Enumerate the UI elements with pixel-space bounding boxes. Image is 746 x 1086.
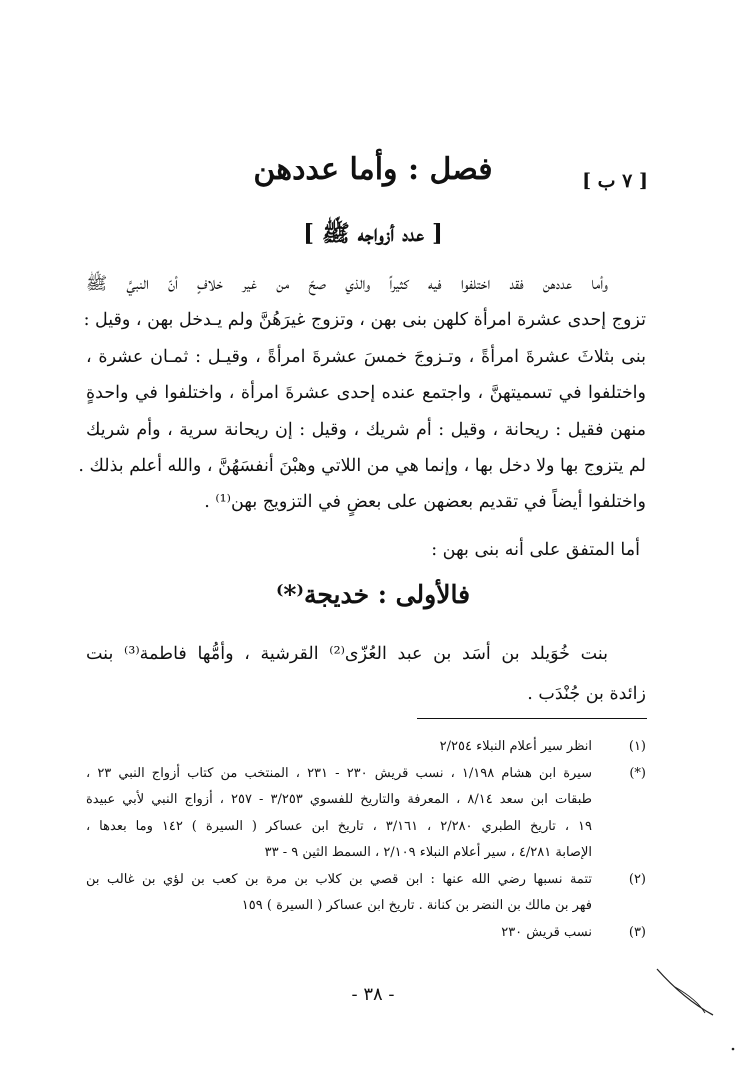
section-title: فصل : وأما عددهن [253,152,493,187]
footnote [86,867,646,920]
footnote [86,761,646,867]
page-number: - ٣٨ - [351,984,395,1005]
footnote-text: الإصابة ٤/٢٨١ ، سير أعلام النبلاء ٢/١٠٩ ، السمط الثين ٩ - ٣٣ [264,845,592,860]
body-line: بنت خُوَيلد بن أسَد بن عبد العُزّى⁽²⁾ القرشية ، وأمُّها فاطمة⁽³⁾ بنت [86,644,609,664]
footnote-number: (*) [629,765,646,781]
khadija-lineage [86,634,646,714]
footnote-number: (٣) [628,924,646,940]
footnote-text: سيرة ابن هشام ١/١٩٨ ، نسب قريش ٢٣٠ - ٢٣١ ، المنتخب من كتاب أزواج النبي ٢٣ ، [86,765,592,781]
body-paragraph [78,266,646,521]
body-line: لم يتزوج بها ولا دخل بها ، وإنما هي من اللاتي وهبْنَ أنفسَهُنَّ ، والله أعلم بذلك . [78,456,646,477]
body-line: واختلفوا أيضاً في تقديم بعضهن على بعضٍ في التزويج بهن⁽¹⁾ . [204,492,646,513]
footnote [86,734,646,761]
body-line: وأما عددهن فقد اختلفوا فيه كثيراً والذي صحّ من غير خلافٍ أنّ النبيَّ ﷺ [86,274,608,294]
body-line: بنى بثلاثَ عشرةَ امرأةً ، وتـزوجَ خمسَ عشرةَ امرأةً ، وقيـل : ثمـان عشرة ، [86,346,646,367]
first-wife-heading: فالأولى : خديجة⁽*⁾ [275,580,471,609]
footnote-text: طبقات ابن سعد ٨/١٤ ، المعرفة والتاريخ للفسوي ٣/٢٥٣ - ٢٥٧ ، أزواج النبي لأبي عبيدة [86,792,592,807]
footnote-number: (٢) [628,871,646,887]
footnotes [86,734,646,946]
body-line: تزوج إحدى عشرة امرأة كلهن بنى بهن ، وتزوج غيرَهُنَّ ولم يـدخل بهن ، وقيل : [83,310,646,331]
body-line: منهن فقيل : ريحانة ، وقيل : أم شريك ، وقيل : إن ريحانة سرية ، وأم شريك [86,419,646,440]
body-line: زائدة بن جُنْدَب . [527,684,646,704]
sub-title: [ عدد أزواجه ﷺ ] [303,220,443,247]
footnote-text: فهر بن مالك بن النضر بن كنانة . تاريخ ابن عساكر ( السيرة ) ١٥٩ [241,898,592,913]
agreed-line: أما المتفق على أنه بنى بهن : [431,540,640,560]
footnote-text: انظر سير أعلام النبلاء ٢/٢٥٤ [439,739,592,754]
footnote-text: نسب قريش ٢٣٠ [501,924,592,940]
footnote [86,920,646,947]
folio-marker: [ ٧ ب ] [582,170,648,192]
footnote-divider [417,718,647,719]
footnote-number: (١) [628,739,646,754]
footnote-text: تتمة نسبها رضي الله عنها : ابن قصي بن كلاب بن مرة بن كعب بن لؤي بن غالب بن [86,871,592,887]
scan-artifact-mark [655,965,735,1055]
body-line: واختلفوا في تسميتهنَّ ، واجتمع عنده إحدى عشرةَ امرأة ، واختلفوا في واحدةٍ [86,383,646,404]
footnote-text: ١٩ ، تاريخ الطبري ٢/٢٨٠ ، ٣/١٦١ ، تاريخ ابن عساكر ( السيرة ) ١٤٢ وما بعدها ، [86,818,592,834]
